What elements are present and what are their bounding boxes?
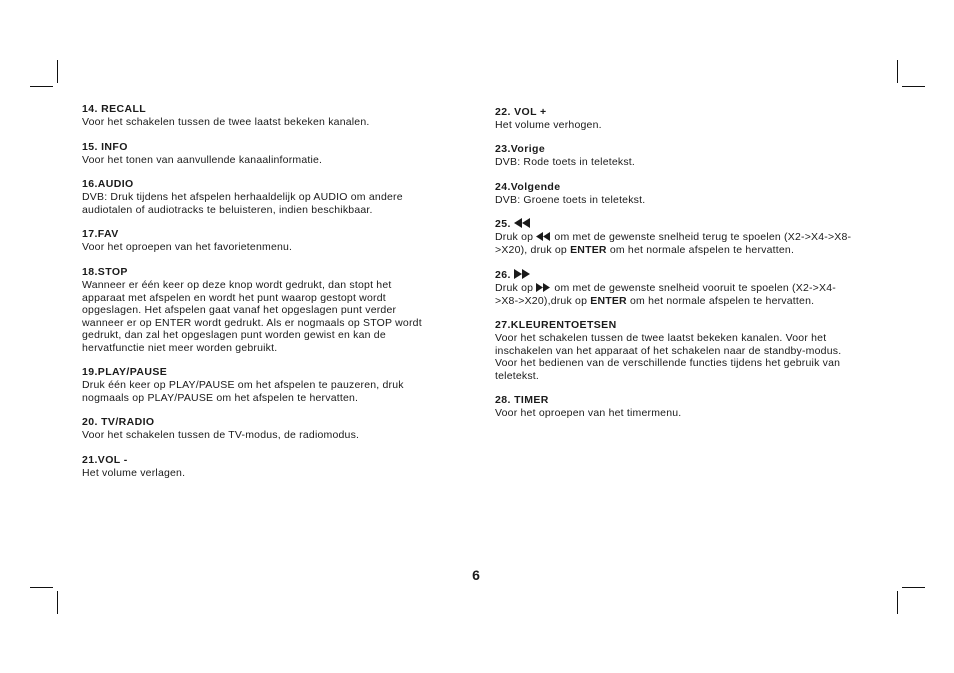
section-vol-down bbox=[82, 454, 185, 480]
body-text: om het normale afspelen te hervatten. bbox=[629, 294, 815, 307]
section-title: 20. TV/RADIO bbox=[82, 416, 155, 428]
section-body-line: hervatfunctie niet meer worden gebruikt. bbox=[82, 341, 278, 354]
section-recall bbox=[82, 103, 370, 129]
crop-mark bbox=[57, 591, 58, 614]
section-body-line: opgeslagen. Het afspelen gaat vanaf het opgeslagen punt verder bbox=[82, 304, 397, 317]
section-body: Voor het schakelen tussen de twee laatst bekeken kanalen. bbox=[82, 116, 370, 128]
section-play-pause bbox=[82, 366, 404, 404]
rewind-icon bbox=[514, 218, 531, 228]
section-body-line: audiotalen of audiotracks te beluisteren, indien beschikbaar. bbox=[82, 203, 373, 216]
crop-mark bbox=[902, 86, 925, 87]
crop-mark bbox=[30, 587, 53, 588]
section-title: 21.VOL - bbox=[82, 454, 128, 466]
section-title bbox=[495, 218, 851, 231]
section-rewind bbox=[495, 218, 851, 256]
section-body-line: nogmaals op PLAY/PAUSE om het afspelen te hervatten. bbox=[82, 391, 359, 404]
section-body-line: inschakelen van het apparaat of het schakelen naar de standby-modus. bbox=[495, 344, 842, 357]
section-title: 24.Volgende bbox=[495, 181, 561, 193]
crop-mark bbox=[897, 591, 898, 614]
section-title: 27.KLEURENTOETSEN bbox=[495, 319, 617, 331]
body-text: om het normale afspelen te hervatten. bbox=[609, 243, 795, 256]
section-kleurentoetsen bbox=[495, 319, 841, 382]
body-text: Druk op bbox=[495, 282, 534, 294]
section-fav bbox=[82, 228, 292, 254]
section-title: 16.AUDIO bbox=[82, 178, 134, 190]
section-tv-radio bbox=[82, 416, 359, 442]
section-body-line: Druk één keer op PLAY/PAUSE om het afspelen te pauzeren, druk bbox=[82, 379, 404, 391]
section-body-line: wanneer er op ENTER wordt gedrukt. Als er nogmaals op STOP wordt bbox=[82, 316, 422, 329]
section-title: 19.PLAY/PAUSE bbox=[82, 366, 168, 378]
body-text: om met de gewenste snelheid terug te spoelen (X2->X4->X8- bbox=[554, 231, 852, 243]
section-title: 14. RECALL bbox=[82, 103, 147, 115]
section-body: Voor het tonen van aanvullende kanaalinformatie. bbox=[82, 154, 323, 166]
section-audio bbox=[82, 178, 403, 216]
section-title: 17.FAV bbox=[82, 228, 119, 240]
section-body-line: gedrukt, dan zal het opgeslagen punt worden gewist en kan de bbox=[82, 329, 386, 342]
section-body-line bbox=[495, 295, 836, 308]
page-number: 6 bbox=[472, 567, 480, 583]
section-body: Voor het oproepen van het timermenu. bbox=[495, 407, 682, 419]
body-text: >X8->X20),druk op bbox=[495, 294, 588, 307]
section-forward bbox=[495, 269, 836, 307]
section-body-line bbox=[495, 282, 836, 295]
section-body-line bbox=[495, 244, 851, 257]
fast-forward-icon bbox=[514, 269, 531, 279]
section-title: 28. TIMER bbox=[495, 394, 549, 406]
section-number: 25. bbox=[495, 218, 511, 230]
section-vol-up bbox=[495, 106, 602, 132]
body-text: Druk op bbox=[495, 231, 534, 243]
section-body-line bbox=[495, 231, 851, 244]
section-info bbox=[82, 141, 322, 167]
section-body: Voor het oproepen van het favorietenmenu. bbox=[82, 241, 293, 253]
crop-mark bbox=[902, 587, 925, 588]
section-stop bbox=[82, 266, 422, 355]
section-body-line: apparaat met afspelen en wordt het punt waarop gestopt wordt bbox=[82, 291, 386, 304]
section-body-line: DVB: Druk tijdens het afspelen herhaaldelijk op AUDIO om andere bbox=[82, 191, 403, 203]
fast-forward-icon bbox=[536, 283, 551, 292]
section-title: 22. VOL + bbox=[495, 106, 547, 118]
section-vorige bbox=[495, 143, 635, 169]
enter-key-label: ENTER bbox=[570, 243, 607, 256]
section-volgende bbox=[495, 181, 645, 207]
crop-mark bbox=[897, 60, 898, 83]
section-body-line: Wanneer er één keer op deze knop wordt gedrukt, dan stopt het bbox=[82, 279, 392, 291]
section-timer bbox=[495, 394, 681, 420]
enter-key-label: ENTER bbox=[590, 294, 627, 307]
body-text: om met de gewenste snelheid vooruit te spoelen (X2->X4- bbox=[554, 282, 836, 294]
section-body: Het volume verhogen. bbox=[495, 119, 602, 131]
section-body-line: Voor het bedienen van de verschillende functies tijdens het gebruik van bbox=[495, 357, 841, 370]
section-number: 26. bbox=[495, 269, 511, 281]
section-body: Het volume verlagen. bbox=[82, 467, 186, 479]
rewind-icon bbox=[536, 232, 551, 241]
crop-mark bbox=[30, 86, 53, 87]
crop-mark bbox=[57, 60, 58, 83]
section-body: Voor het schakelen tussen de TV-modus, de radiomodus. bbox=[82, 429, 360, 441]
section-title: 23.Vorige bbox=[495, 143, 546, 155]
section-body-line: teletekst. bbox=[495, 369, 540, 382]
section-title: 18.STOP bbox=[82, 266, 128, 278]
section-title: 15. INFO bbox=[82, 141, 128, 153]
section-body-line: Voor het schakelen tussen de twee laatst bekeken kanalen. Voor het bbox=[495, 332, 827, 344]
body-text: >X20), druk op bbox=[495, 243, 567, 256]
section-body: DVB: Rode toets in teletekst. bbox=[495, 156, 636, 168]
section-title bbox=[495, 269, 836, 282]
section-body: DVB: Groene toets in teletekst. bbox=[495, 194, 646, 206]
